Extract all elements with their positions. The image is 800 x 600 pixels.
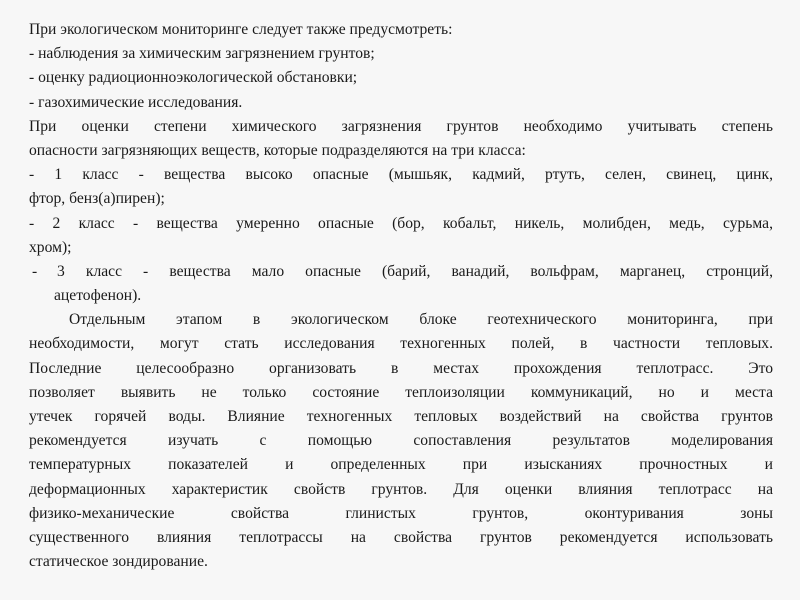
text-line: хром); [29,238,72,256]
text-line: опасности загрязняющих веществ, которые подразделяются на три класса: [29,141,526,159]
text-line: При оценки степени химического загрязнения грунтов необходимо учитывать степень [29,117,773,135]
bullet-continuation: ацетофенон). [54,287,142,305]
paragraph-line: необходимости, могут стать исследования техногенных полей, в частности тепловых. [29,335,773,353]
text-block [29,18,773,574]
paragraph-line: Отдельным этапом в экологическом блоке геотехнического мониторинга, при [69,311,773,329]
text-line: фтор, бенз(а)пирен); [29,190,165,208]
paragraph-line: температурных показателей и определенных при изысканиях прочностных и [29,456,773,474]
bullet-item [29,260,773,284]
paragraph-line: статическое зондирование. [29,553,208,571]
bullet-text: 3 класс - вещества мало опасные (барий, ванадий, вольфрам, марганец, стронций, [57,262,773,280]
text-line: - 2 класс - вещества умеренно опасные (бор, кобальт, никель, молибден, медь, сурьма, [29,214,773,232]
text-line: - наблюдения за химическим загрязнением грунтов; [29,45,375,63]
paragraph-line: деформационных характеристик свойств грунтов. Для оценки влияния теплотрасс на [29,480,773,498]
paragraph-line: утечек горячей воды. Влияние техногенных тепловых воздействий на свойства грунтов [29,408,773,425]
text-line: При экологическом мониторинге следует также предусмотреть: [29,21,453,38]
paragraph-line: существенного влияния теплотрассы на свойства грунтов рекомендуется использовать [29,528,773,546]
text-line: - газохимические исследования. [29,93,243,111]
paragraph-line: физико-механические свойства глинистых грунтов, оконтуривания зоны [29,504,773,522]
paragraph-line: рекомендуется изучать с помощью сопоставления результатов моделирования [29,432,773,450]
paragraph-line: Последние целесообразно организовать в местах прохождения теплотрасс. Это [29,359,773,377]
text-line: - оценку радиоционноэкологической обстановки; [29,69,358,87]
text-line: - 1 класс - вещества высоко опасные (мышьяк, кадмий, ртуть, селен, свинец, цинк, [29,166,773,184]
bullet-mark: - [32,262,38,280]
paragraph-line: позволяет выявить не только состояние теплоизоляции коммуникаций, но и места [29,383,773,401]
